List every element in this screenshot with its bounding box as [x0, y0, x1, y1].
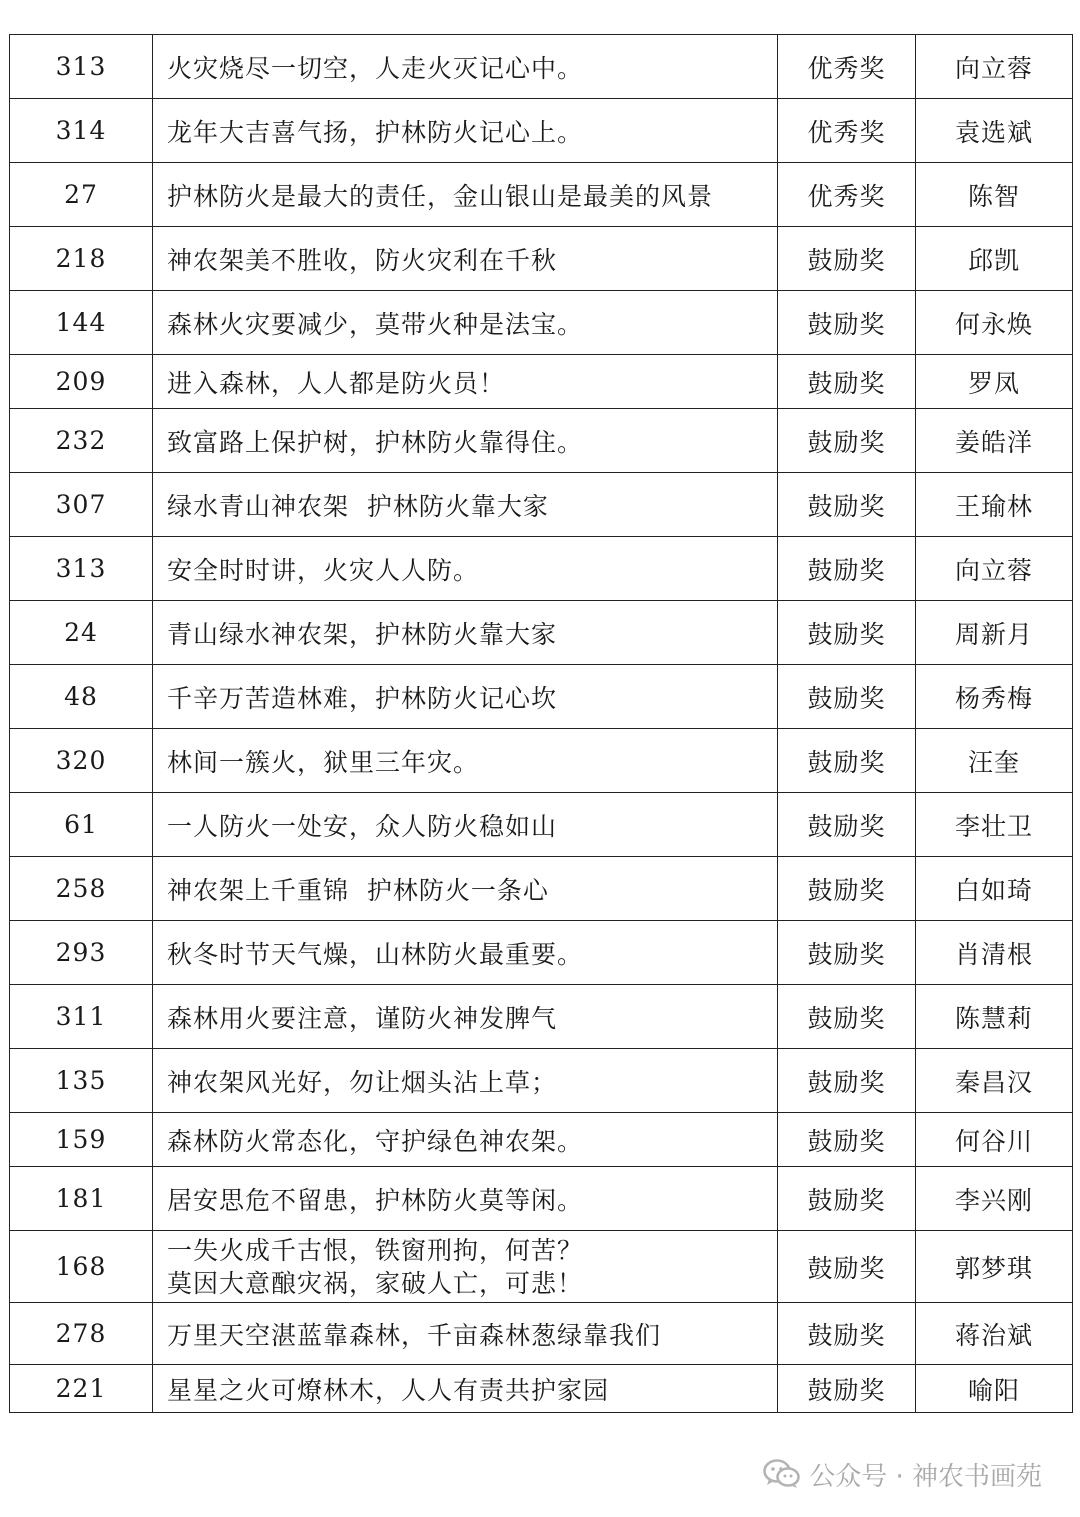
slogan-text: 青山绿水神农架，护林防火靠大家 — [153, 601, 778, 665]
entry-number: 218 — [10, 227, 153, 291]
table-row — [10, 1049, 1073, 1113]
award-table — [9, 34, 1073, 1413]
entry-number: 313 — [10, 537, 153, 601]
entry-number: 209 — [10, 355, 153, 409]
award-level: 鼓励奖 — [778, 1113, 916, 1167]
award-level: 鼓励奖 — [778, 1049, 916, 1113]
entry-number: 159 — [10, 1113, 153, 1167]
award-level: 鼓励奖 — [778, 473, 916, 537]
slogan-text: 绿水青山神农架 护林防火靠大家 — [153, 473, 778, 537]
table-row — [10, 1167, 1073, 1231]
entry-number: 168 — [10, 1231, 153, 1303]
slogan-text: 龙年大吉喜气扬，护林防火记心上。 — [153, 99, 778, 163]
award-level: 鼓励奖 — [778, 921, 916, 985]
award-level: 鼓励奖 — [778, 729, 916, 793]
table-row — [10, 601, 1073, 665]
author-name: 何永焕 — [916, 291, 1073, 355]
entry-number: 232 — [10, 409, 153, 473]
slogan-line: 莫因大意酿灾祸，家破人亡，可悲！ — [167, 1268, 584, 1298]
award-level: 鼓励奖 — [778, 857, 916, 921]
entry-number: 278 — [10, 1303, 153, 1365]
table-row — [10, 35, 1073, 99]
entry-number: 24 — [10, 601, 153, 665]
slogan-text: 神农架上千重锦 护林防火一条心 — [153, 857, 778, 921]
slogan-text: 火灾烧尽一切空，人走火灭记心中。 — [153, 35, 778, 99]
author-name: 陈智 — [916, 163, 1073, 227]
entry-number: 181 — [10, 1167, 153, 1231]
table-row — [10, 473, 1073, 537]
author-name: 白如琦 — [916, 857, 1073, 921]
table-row — [10, 729, 1073, 793]
table-row — [10, 355, 1073, 409]
entry-number: 61 — [10, 793, 153, 857]
slogan-text: 一人防火一处安，众人防火稳如山 — [153, 793, 778, 857]
award-level: 鼓励奖 — [778, 291, 916, 355]
award-level: 鼓励奖 — [778, 985, 916, 1049]
author-name: 汪奎 — [916, 729, 1073, 793]
award-level: 鼓励奖 — [778, 537, 916, 601]
slogan-text: 林间一簇火，狱里三年灾。 — [153, 729, 778, 793]
table-row — [10, 793, 1073, 857]
author-name: 喻阳 — [916, 1365, 1073, 1413]
table-row — [10, 163, 1073, 227]
slogan-text: 森林防火常态化，守护绿色神农架。 — [153, 1113, 778, 1167]
award-level: 鼓励奖 — [778, 1365, 916, 1413]
award-level: 鼓励奖 — [778, 1303, 916, 1365]
entry-number: 313 — [10, 35, 153, 99]
author-name: 秦昌汉 — [916, 1049, 1073, 1113]
author-name: 陈慧莉 — [916, 985, 1073, 1049]
slogan-text: 秋冬时节天气燥，山林防火最重要。 — [153, 921, 778, 985]
table-row — [10, 291, 1073, 355]
table-row — [10, 1365, 1073, 1413]
author-name: 姜皓洋 — [916, 409, 1073, 473]
entry-number: 135 — [10, 1049, 153, 1113]
award-level: 鼓励奖 — [778, 665, 916, 729]
author-name: 邱凯 — [916, 227, 1073, 291]
author-name: 周新月 — [916, 601, 1073, 665]
award-level: 鼓励奖 — [778, 601, 916, 665]
slogan-text: 星星之火可燎林木，人人有责共护家园 — [153, 1365, 778, 1413]
table-row — [10, 1231, 1073, 1303]
table-row — [10, 857, 1073, 921]
table-row — [10, 921, 1073, 985]
table-row — [10, 985, 1073, 1049]
author-name: 李兴刚 — [916, 1167, 1073, 1231]
author-name: 蒋治斌 — [916, 1303, 1073, 1365]
slogan-text: 森林火灾要减少，莫带火种是法宝。 — [153, 291, 778, 355]
slogan-text: 进入森林，人人都是防火员！ — [153, 355, 778, 409]
slogan-text — [153, 1231, 778, 1303]
entry-number: 27 — [10, 163, 153, 227]
slogan-text: 森林用火要注意，谨防火神发脾气 — [153, 985, 778, 1049]
author-name: 袁选斌 — [916, 99, 1073, 163]
table-row — [10, 1113, 1073, 1167]
wechat-icon — [763, 1458, 801, 1490]
award-level: 鼓励奖 — [778, 1231, 916, 1303]
author-name: 杨秀梅 — [916, 665, 1073, 729]
entry-number: 48 — [10, 665, 153, 729]
author-name: 向立蓉 — [916, 537, 1073, 601]
author-name: 向立蓉 — [916, 35, 1073, 99]
slogan-text: 安全时时讲，火灾人人防。 — [153, 537, 778, 601]
watermark-text: 公众号 · 神农书画苑 — [809, 1461, 1042, 1492]
author-name: 李壮卫 — [916, 793, 1073, 857]
entry-number: 311 — [10, 985, 153, 1049]
author-name: 何谷川 — [916, 1113, 1073, 1167]
slogan-text: 千辛万苦造林难，护林防火记心坎 — [153, 665, 778, 729]
table-row — [10, 409, 1073, 473]
entry-number: 293 — [10, 921, 153, 985]
entry-number: 221 — [10, 1365, 153, 1413]
award-level: 优秀奖 — [778, 163, 916, 227]
award-level: 优秀奖 — [778, 35, 916, 99]
award-level: 鼓励奖 — [778, 1167, 916, 1231]
slogan-text: 神农架风光好，勿让烟头沾上草； — [153, 1049, 778, 1113]
table-row — [10, 665, 1073, 729]
table-row — [10, 99, 1073, 163]
author-name: 郭梦琪 — [916, 1231, 1073, 1303]
slogan-text: 万里天空湛蓝靠森林，千亩森林葱绿靠我们 — [153, 1303, 778, 1365]
award-level: 鼓励奖 — [778, 409, 916, 473]
slogan-line: 一失火成千古恨，铁窗刑拘，何苦？ — [167, 1235, 584, 1265]
entry-number: 320 — [10, 729, 153, 793]
author-name: 罗凤 — [916, 355, 1073, 409]
table-row — [10, 537, 1073, 601]
entry-number: 314 — [10, 99, 153, 163]
watermark — [763, 1454, 1042, 1494]
table-row — [10, 1303, 1073, 1365]
award-level: 鼓励奖 — [778, 227, 916, 291]
slogan-text: 神农架美不胜收，防火灾利在千秋 — [153, 227, 778, 291]
entry-number: 258 — [10, 857, 153, 921]
slogan-text: 致富路上保护树，护林防火靠得住。 — [153, 409, 778, 473]
award-level: 鼓励奖 — [778, 793, 916, 857]
slogan-text: 护林防火是最大的责任，金山银山是最美的风景 — [153, 163, 778, 227]
award-level: 鼓励奖 — [778, 355, 916, 409]
author-name: 王瑜林 — [916, 473, 1073, 537]
author-name: 肖清根 — [916, 921, 1073, 985]
table-row — [10, 227, 1073, 291]
entry-number: 144 — [10, 291, 153, 355]
slogan-text: 居安思危不留患，护林防火莫等闲。 — [153, 1167, 778, 1231]
entry-number: 307 — [10, 473, 153, 537]
award-level: 优秀奖 — [778, 99, 916, 163]
